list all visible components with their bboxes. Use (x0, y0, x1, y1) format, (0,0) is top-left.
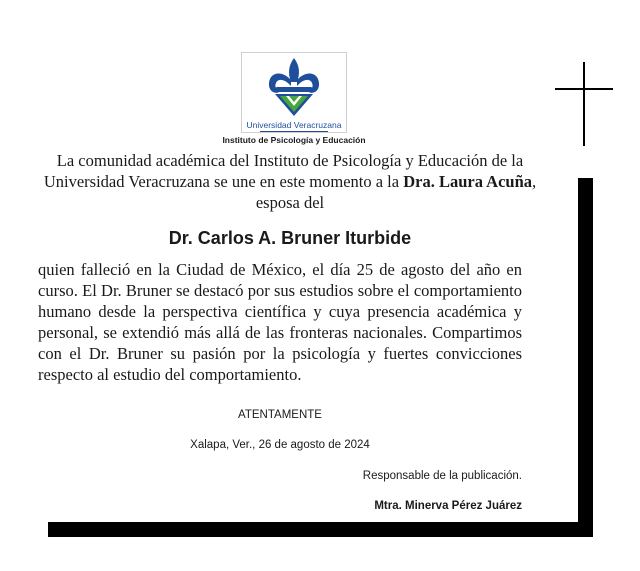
cross-vertical-bar (583, 62, 585, 146)
intro-text-before: La comunidad académica del Instituto de Psicología y Educación de la Universidad Veracruzana se une en este momento a la (43, 151, 524, 191)
place-date: Xalapa, Ver., 26 de agosto de 2024 (190, 439, 370, 451)
deceased-name: Dr. Carlos A. Bruner Iturbide (168, 228, 412, 248)
logo-divider (260, 131, 328, 132)
university-crest-icon (266, 56, 322, 118)
widow-name: Dra. Laura Acuña (403, 172, 533, 191)
intro-paragraph (40, 150, 540, 213)
mourning-border-bottom (48, 522, 593, 537)
cross-horizontal-bar (555, 88, 613, 90)
body-paragraph: quien falleció en la Ciudad de México, el día 25 de agosto del año en curso. El Dr. Bruner se destacó por sus estudios sobre el comportamiento humano desde la perspectiva científica y cuya presencia académica y personal, se extendió más allá de las fronteras nacionales. Compartimos con el Dr. Bruner su pasión por la psicología y fuertes convicciones respecto al estudio del comportamiento. (38, 260, 522, 384)
institute-name: Instituto de Psicología y Educación (222, 135, 366, 145)
closing-salutation: ATENTAMENTE (238, 409, 322, 421)
university-logo (241, 52, 347, 133)
mourning-border-right (578, 178, 593, 537)
intro-text-after: , esposa del (255, 172, 537, 212)
university-name: Universidad Veracruzana (246, 120, 342, 130)
responsible-name: Mtra. Minerva Pérez Juárez (374, 500, 522, 512)
responsible-label: Responsable de la publicación. (362, 470, 522, 482)
